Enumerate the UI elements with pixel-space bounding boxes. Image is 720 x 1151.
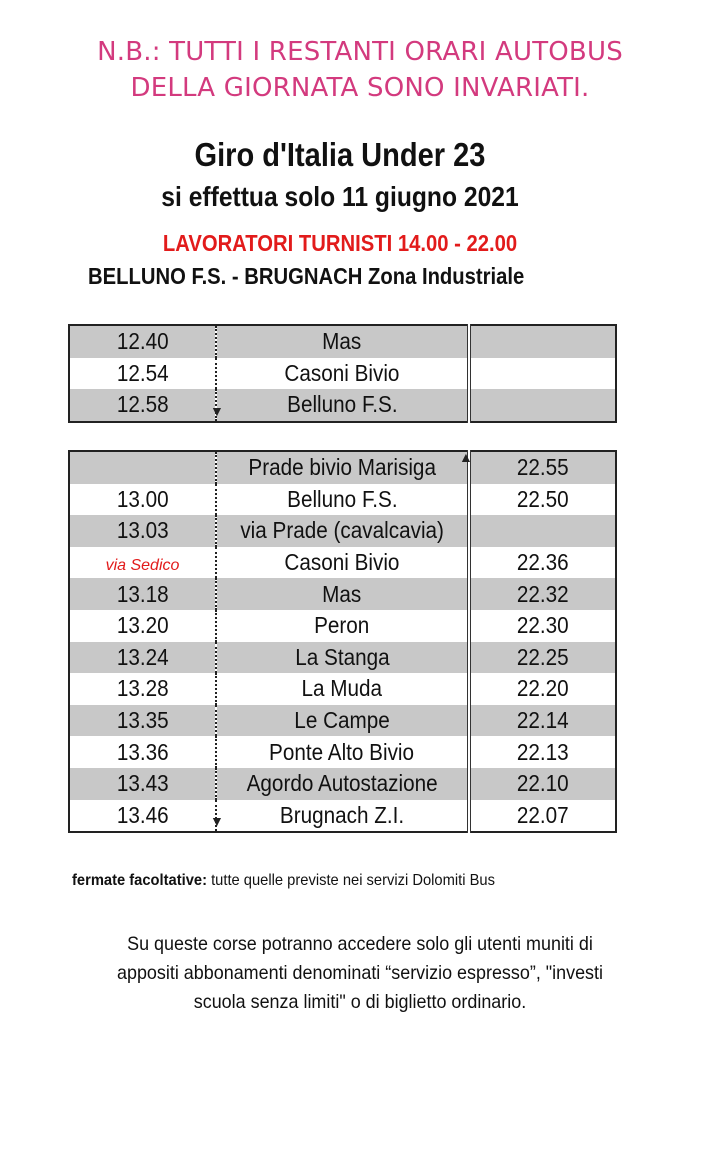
time-cell: 13.03 bbox=[116, 517, 169, 544]
stop-cell: via Prade (cavalcavia) bbox=[240, 517, 444, 544]
table-row bbox=[69, 358, 616, 390]
time-cell: 13.46 bbox=[116, 801, 169, 828]
time-cell: 12.58 bbox=[116, 391, 169, 418]
route-label: BELLUNO F.S. - BRUGNACH Zona Industriale bbox=[88, 263, 525, 289]
footnote-text: tutte quelle previste nei servizi Dolomiti Bus bbox=[211, 872, 495, 889]
notice-line-2: DELLA GIORNATA SONO INVARIATI. bbox=[130, 73, 590, 103]
paragraph-line-1: Su queste corse potranno accedere solo gli utenti muniti di bbox=[127, 933, 593, 955]
footnote-label: fermate facoltative: bbox=[72, 872, 207, 889]
time-cell: 12.54 bbox=[116, 359, 169, 386]
table-row bbox=[69, 547, 616, 579]
table-row bbox=[69, 515, 616, 547]
via-note: via Sedico bbox=[105, 557, 180, 575]
table-row bbox=[69, 578, 616, 610]
time-cell: 13.35 bbox=[116, 707, 169, 734]
stop-cell: La Stanga bbox=[294, 643, 390, 670]
notice-banner bbox=[0, 34, 720, 106]
stop-cell: Prade bivio Marisiga bbox=[248, 454, 436, 481]
time-cell: 13.18 bbox=[116, 580, 169, 607]
stop-cell: Belluno F.S. bbox=[286, 391, 398, 418]
return-time-cell: 22.20 bbox=[517, 675, 569, 702]
stop-cell: La Muda bbox=[301, 675, 383, 702]
up-arrow-icon: ▲ bbox=[459, 449, 473, 465]
stop-cell: Ponte Alto Bivio bbox=[269, 738, 415, 765]
stop-cell: Mas bbox=[322, 580, 362, 607]
return-time-cell: 22.32 bbox=[517, 580, 569, 607]
return-time-cell: 22.36 bbox=[517, 549, 569, 576]
return-time-cell: 22.25 bbox=[517, 643, 569, 670]
outbound-timetable bbox=[68, 324, 617, 423]
down-arrow-icon: ▼ bbox=[210, 813, 224, 829]
page-subtitle: si effettua solo 11 giugno 2021 bbox=[161, 181, 519, 212]
stop-cell: Brugnach Z.I. bbox=[279, 801, 405, 828]
return-time-cell: 22.07 bbox=[517, 801, 569, 828]
table-row bbox=[69, 325, 616, 358]
time-cell: 13.36 bbox=[116, 738, 169, 765]
paragraph-line-3: scuola senza limiti" o di biglietto ordinario. bbox=[193, 991, 527, 1013]
main-timetable bbox=[68, 450, 617, 833]
table-row bbox=[69, 768, 616, 800]
stop-cell: Peron bbox=[314, 612, 370, 639]
table-row bbox=[69, 705, 616, 737]
return-time-cell: 22.55 bbox=[517, 454, 569, 481]
table-row bbox=[69, 451, 616, 484]
table-row bbox=[69, 389, 616, 422]
time-cell: 13.43 bbox=[116, 770, 169, 797]
time-cell: 13.28 bbox=[116, 675, 169, 702]
return-time-cell: 22.13 bbox=[517, 738, 569, 765]
page-title: Giro d'Italia Under 23 bbox=[194, 136, 486, 173]
stop-cell: Agordo Autostazione bbox=[246, 770, 438, 797]
stop-cell: Belluno F.S. bbox=[286, 485, 398, 512]
stop-cell: Mas bbox=[322, 328, 362, 355]
time-cell: 13.20 bbox=[116, 612, 169, 639]
table-row bbox=[69, 484, 616, 516]
return-time-cell: 22.14 bbox=[517, 707, 569, 734]
time-cell: 13.24 bbox=[116, 643, 169, 670]
stop-cell: Casoni Bivio bbox=[284, 549, 400, 576]
stop-cell: Casoni Bivio bbox=[284, 359, 400, 386]
time-cell: 12.40 bbox=[116, 328, 169, 355]
notice-line-1: N.B.: TUTTI I RESTANTI ORARI AUTOBUS bbox=[97, 37, 623, 67]
access-conditions-paragraph bbox=[84, 930, 636, 1017]
shift-label: LAVORATORI TURNISTI 14.00 - 22.00 bbox=[162, 230, 518, 256]
table-row bbox=[69, 642, 616, 674]
table-row bbox=[69, 800, 616, 833]
table-row bbox=[69, 673, 616, 705]
optional-stops-note bbox=[72, 872, 495, 890]
return-time-cell: 22.10 bbox=[517, 770, 569, 797]
return-time-cell: 22.50 bbox=[517, 485, 569, 512]
table-row bbox=[69, 610, 616, 642]
table-row bbox=[69, 736, 616, 768]
time-cell: 13.00 bbox=[116, 485, 169, 512]
down-arrow-icon: ▼ bbox=[210, 403, 224, 419]
stop-cell: Le Campe bbox=[294, 707, 390, 734]
paragraph-line-2: appositi abbonamenti denominati “servizio espresso”, "investi bbox=[116, 962, 604, 984]
return-time-cell: 22.30 bbox=[517, 612, 569, 639]
